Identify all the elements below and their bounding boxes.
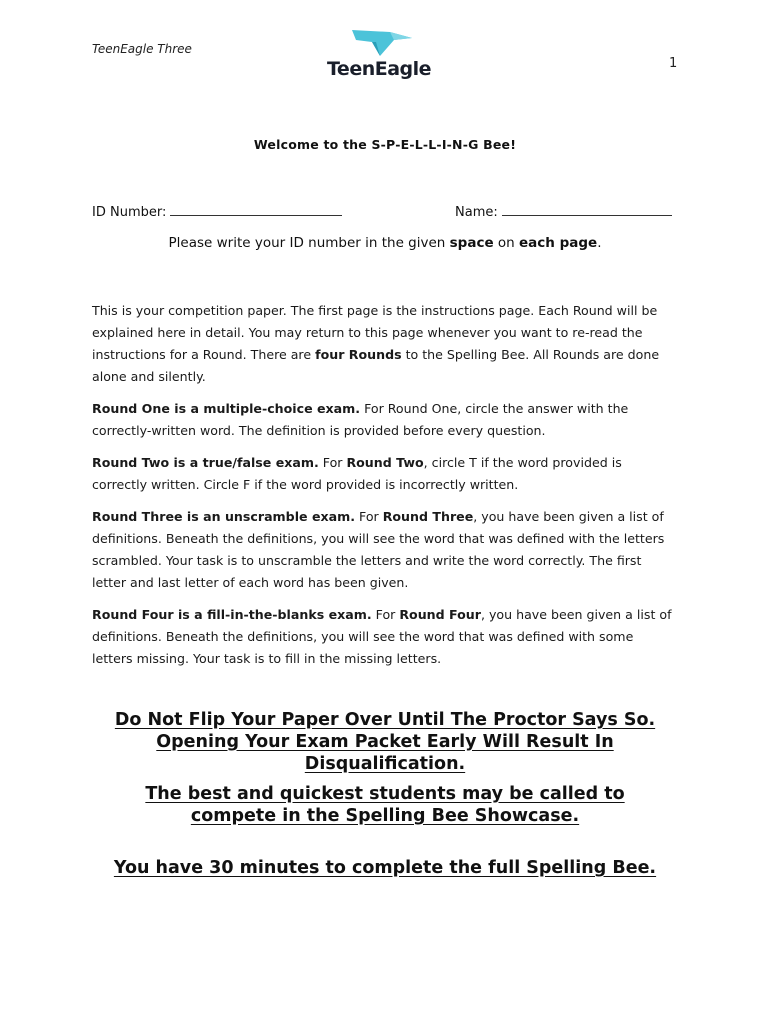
- round-name: Round Three: [382, 509, 474, 524]
- eagle-logo-icon: [350, 28, 414, 58]
- round-three-paragraph: [92, 506, 677, 594]
- round-heading: Round Four is a fill-in-the-blanks exam.: [92, 607, 372, 622]
- warning-line: Do Not Flip Your Paper Over Until The Proctor Says So.: [114, 710, 656, 730]
- id-number-field[interactable]: [92, 203, 342, 220]
- id-instruction: [0, 235, 770, 251]
- round-two-paragraph: [92, 452, 677, 496]
- round-text: For: [371, 607, 400, 622]
- warning-line: Disqualification.: [304, 754, 466, 774]
- name-blank[interactable]: [502, 203, 672, 216]
- round-text: For: [355, 509, 383, 524]
- page-number: 1: [669, 56, 678, 71]
- logo-text: TeenEagle: [327, 58, 432, 80]
- round-text: For: [318, 455, 347, 470]
- round-four-paragraph: [92, 604, 677, 670]
- intro-text: to the Spelling Bee. All Rounds are done alone and silently.: [92, 347, 660, 384]
- instruction-text: .: [597, 235, 602, 251]
- round-name: Round Four: [399, 607, 481, 622]
- instructions-body: [92, 300, 677, 680]
- warnings-block: [0, 709, 770, 879]
- warning-line: Opening Your Exam Packet Early Will Result In: [156, 732, 614, 752]
- instruction-bold-each-page: each page: [519, 235, 598, 251]
- intro-bold: four Rounds: [315, 347, 402, 362]
- header-left-text: TeenEagle Three: [92, 42, 192, 56]
- intro-text: This is your competition paper. The first page is the instructions page. Each Round will be explained here in detail. You may return to this page whenever you want to re-read the instructions for a Round. There are: [92, 303, 658, 362]
- instruction-text: Please write your ID number in the given: [168, 235, 450, 251]
- page-title: Welcome to the S-P-E-L-L-I-N-G Bee!: [253, 137, 517, 152]
- round-name: Round Two: [346, 455, 424, 470]
- instruction-text: on: [493, 235, 520, 251]
- time-limit-line: You have 30 minutes to complete the full Spelling Bee.: [113, 858, 657, 878]
- id-number-blank[interactable]: [170, 203, 342, 216]
- round-heading: Round Three is an unscramble exam.: [92, 509, 356, 524]
- name-label: Name:: [455, 205, 498, 220]
- round-text: , circle T if the word provided is correctly written. Circle F if the word provided is incorrectly written.: [92, 455, 622, 492]
- name-field[interactable]: [455, 203, 672, 220]
- round-text: , you have been given a list of definitions. Beneath the definitions, you will see the word that was defined with some letters missing. Your task is to fill in the missing letters.: [92, 607, 672, 666]
- showcase-line: compete in the Spelling Bee Showcase.: [190, 806, 580, 826]
- teeneagle-logo: [322, 28, 444, 84]
- intro-paragraph: [92, 300, 677, 388]
- id-number-label: ID Number:: [92, 205, 167, 220]
- showcase-line: The best and quickest students may be called to: [145, 784, 625, 804]
- round-text: , you have been given a list of definitions. Beneath the definitions, you will see the word that was defined with the letters scrambled. Your task is to unscramble the letters and write the word correctly. The first letter and last letter of each word has been given.: [92, 509, 665, 590]
- round-heading: Round One is a multiple-choice exam.: [92, 401, 361, 416]
- round-text: For Round One, circle the answer with the correctly-written word. The definition is provided before every question.: [92, 401, 629, 438]
- round-one-paragraph: [92, 398, 677, 442]
- instruction-bold-space: space: [449, 235, 494, 251]
- round-heading: Round Two is a true/false exam.: [92, 455, 319, 470]
